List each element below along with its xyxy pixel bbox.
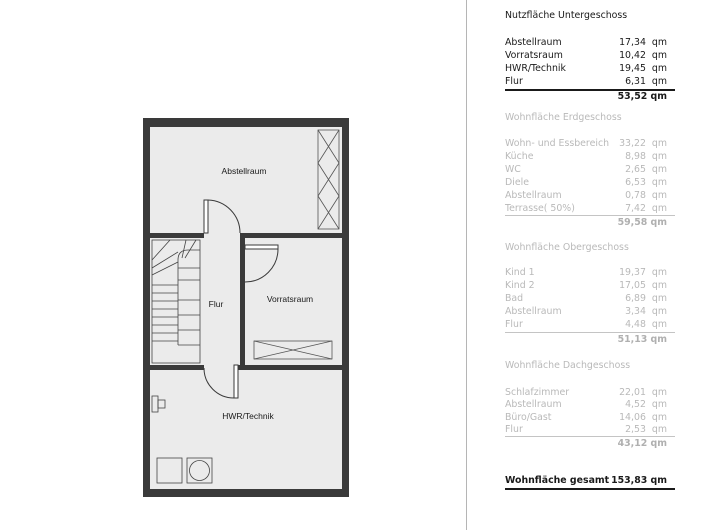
area-value: 17,34 qm <box>619 37 667 48</box>
area-name: Terrasse( 50%) <box>505 203 575 214</box>
section-total: 53,52 qm <box>617 91 667 102</box>
area-row <box>505 318 667 331</box>
room-hwr <box>150 370 342 489</box>
section-untergeschoss <box>505 9 677 102</box>
label-vorratsraum: Vorratsraum <box>266 294 314 304</box>
area-row <box>505 305 667 318</box>
label-flur: Flur <box>208 299 224 309</box>
area-row <box>505 49 667 62</box>
area-value: 6,89 qm <box>625 293 667 304</box>
area-name: Abstellraum <box>505 399 562 410</box>
section-total: 43,12 qm <box>617 438 667 449</box>
label-abstellraum: Abstellraum <box>221 166 267 176</box>
area-name: Vorratsraum <box>505 50 563 61</box>
area-row <box>505 163 667 176</box>
area-name: Schlafzimmer <box>505 387 570 398</box>
section-dachgeschoss <box>505 359 677 449</box>
section-title: Wohnfläche Dachgeschoss <box>505 360 631 371</box>
area-value: 14,06 qm <box>619 412 667 423</box>
area-row <box>505 75 667 88</box>
area-value: 0,78 qm <box>625 190 667 201</box>
area-name: Bad <box>505 293 524 304</box>
section-title: Wohnfläche Obergeschoss <box>505 242 629 253</box>
area-row <box>505 176 667 189</box>
area-name: Flur <box>505 76 523 87</box>
area-row <box>505 150 667 163</box>
grand-total <box>505 474 667 488</box>
section-title: Wohnfläche Erdgeschoss <box>505 112 622 123</box>
wall <box>240 238 245 365</box>
area-row <box>505 292 667 305</box>
area-name: Abstellraum <box>505 37 562 48</box>
area-name: WC <box>505 164 521 175</box>
wall <box>150 365 204 370</box>
wall <box>240 233 342 238</box>
area-row <box>505 398 667 411</box>
area-row <box>505 279 667 292</box>
room-stairs <box>150 238 204 365</box>
wall <box>150 233 204 238</box>
area-value: 10,42 qm <box>619 50 667 61</box>
area-value: 2,65 qm <box>625 164 667 175</box>
area-name: Kind 2 <box>505 280 535 291</box>
area-value: 19,45 qm <box>619 63 667 74</box>
area-value: 6,53 qm <box>625 177 667 188</box>
area-name: Kind 1 <box>505 267 535 278</box>
area-row <box>505 62 667 75</box>
area-value: 33,22 qm <box>619 138 667 149</box>
area-name: Küche <box>505 151 534 162</box>
area-name: Abstellraum <box>505 190 562 201</box>
area-value: 17,05 qm <box>619 280 667 291</box>
area-row <box>505 137 667 150</box>
section-total: 51,13 qm <box>617 334 667 345</box>
area-name: Flur <box>505 424 523 435</box>
area-row <box>505 266 667 279</box>
section-total: 59,58 qm <box>617 217 667 228</box>
panel-divider <box>466 0 467 530</box>
area-value: 22,01 qm <box>619 387 667 398</box>
section-title: Nutzfläche Untergeschoss <box>505 10 628 21</box>
area-row <box>505 189 667 202</box>
area-value: 3,34 qm <box>625 306 667 317</box>
wall <box>238 365 342 370</box>
room-abstellraum <box>150 127 342 233</box>
grand-total-value: 153,83 qm <box>611 475 667 486</box>
grand-total-label: Wohnfläche gesamt <box>505 475 610 486</box>
area-name: Büro/Gast <box>505 412 552 423</box>
area-value: 8,98 qm <box>625 151 667 162</box>
section-erdgeschoss <box>505 111 677 228</box>
area-row <box>505 36 667 49</box>
area-name: HWR/Technik <box>505 63 566 74</box>
area-row <box>505 423 667 436</box>
area-name: Flur <box>505 319 523 330</box>
area-name: Wohn- und Essbereich <box>505 138 610 149</box>
section-obergeschoss <box>505 241 677 345</box>
area-value: 7,42 qm <box>625 203 667 214</box>
area-value: 2,53 qm <box>625 424 667 435</box>
area-row <box>505 202 667 215</box>
area-name: Abstellraum <box>505 306 562 317</box>
label-hwr: HWR/Technik <box>222 411 274 421</box>
area-value: 4,52 qm <box>625 399 667 410</box>
area-value: 4,48 qm <box>625 319 667 330</box>
grand-total-rule <box>505 488 675 490</box>
area-name: Diele <box>505 177 529 188</box>
area-value: 19,37 qm <box>619 267 667 278</box>
area-value: 6,31 qm <box>625 76 667 87</box>
